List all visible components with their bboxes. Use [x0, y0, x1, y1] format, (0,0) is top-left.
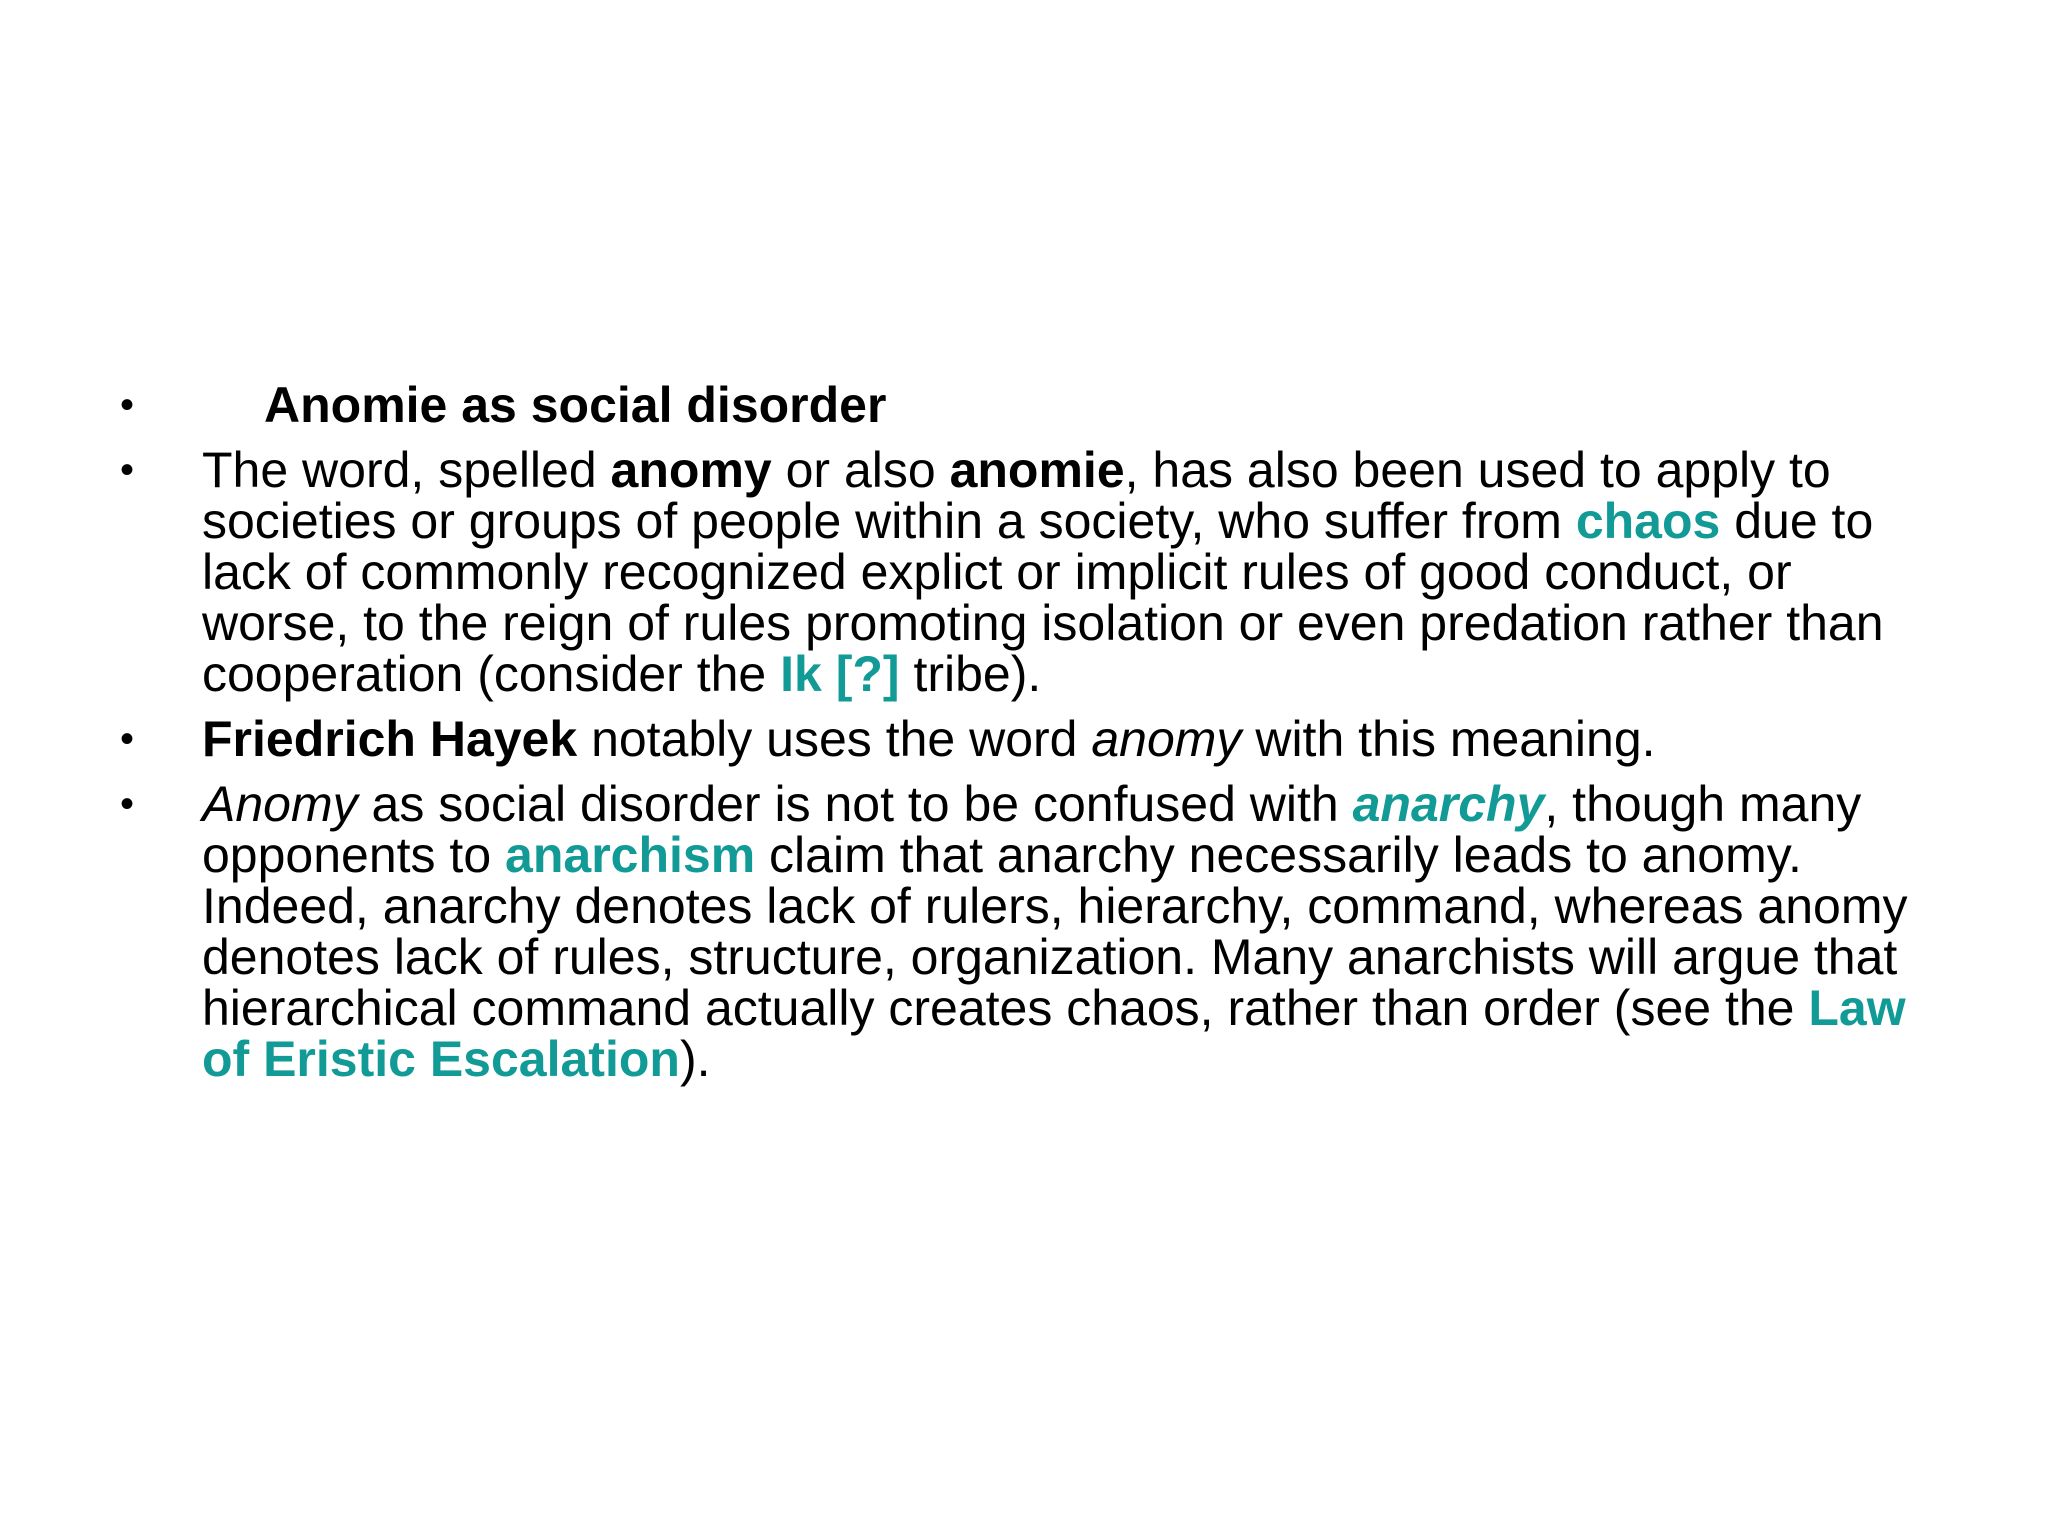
bullet-dot: • [120, 782, 135, 826]
bullet-hayek [120, 711, 1940, 767]
bullet-dot: • [120, 448, 135, 492]
term-anomy-italic: Anomy [202, 776, 358, 832]
text-run: tribe). [899, 646, 1042, 702]
text-run: ). [679, 1031, 711, 1087]
link-anarchy[interactable]: anarchy [1352, 776, 1545, 832]
text-run: due to lack of commonly recognized explict or implicit rules of good conduct, or worse, to the reign of rules promoting isolation or even predation rather than cooperation (consider the [202, 493, 1884, 702]
text-run: notably uses the word [577, 711, 1092, 767]
bullet-anomy-definition [120, 442, 1940, 702]
text-run: , has also been used to apply to societies or groups of people within a society, who suffer from [202, 442, 1831, 549]
term-anomie: anomie [949, 442, 1125, 498]
text-run: as social disorder is not to be confused with [357, 776, 1353, 832]
bullet-dot: • [120, 383, 135, 427]
name-friedrich-hayek: Friedrich Hayek [202, 711, 578, 767]
link-anarchism[interactable]: anarchism [505, 827, 756, 883]
link-chaos[interactable]: chaos [1575, 493, 1721, 549]
text-run: with this meaning. [1241, 711, 1656, 767]
section-heading: Anomie as social disorder [264, 377, 887, 433]
link-ik[interactable]: Ik [?] [780, 646, 900, 702]
term-anomy-italic: anomy [1091, 711, 1242, 767]
bullet-list [120, 377, 1940, 1087]
bullet-heading [120, 377, 1940, 433]
text-run: claim that anarchy necessarily leads to anomy. Indeed, anarchy denotes lack of rulers, hierarchy, command, whereas anomy denotes lack of rules, structure, organization. Many anarchists will argue that hierarchical command actually creates chaos, rather than order (see the [202, 827, 1908, 1036]
term-anomy: anomy [610, 442, 772, 498]
bullet-dot: • [120, 717, 135, 761]
bullet-anarchy-distinction [120, 776, 1940, 1087]
text-run: The word, spelled [202, 442, 611, 498]
text-run: or also [771, 442, 950, 498]
text-run: , though many opponents to [202, 776, 1862, 883]
link-law-of-eristic-escalation[interactable]: Law of Eristic Escalation [202, 980, 1906, 1087]
